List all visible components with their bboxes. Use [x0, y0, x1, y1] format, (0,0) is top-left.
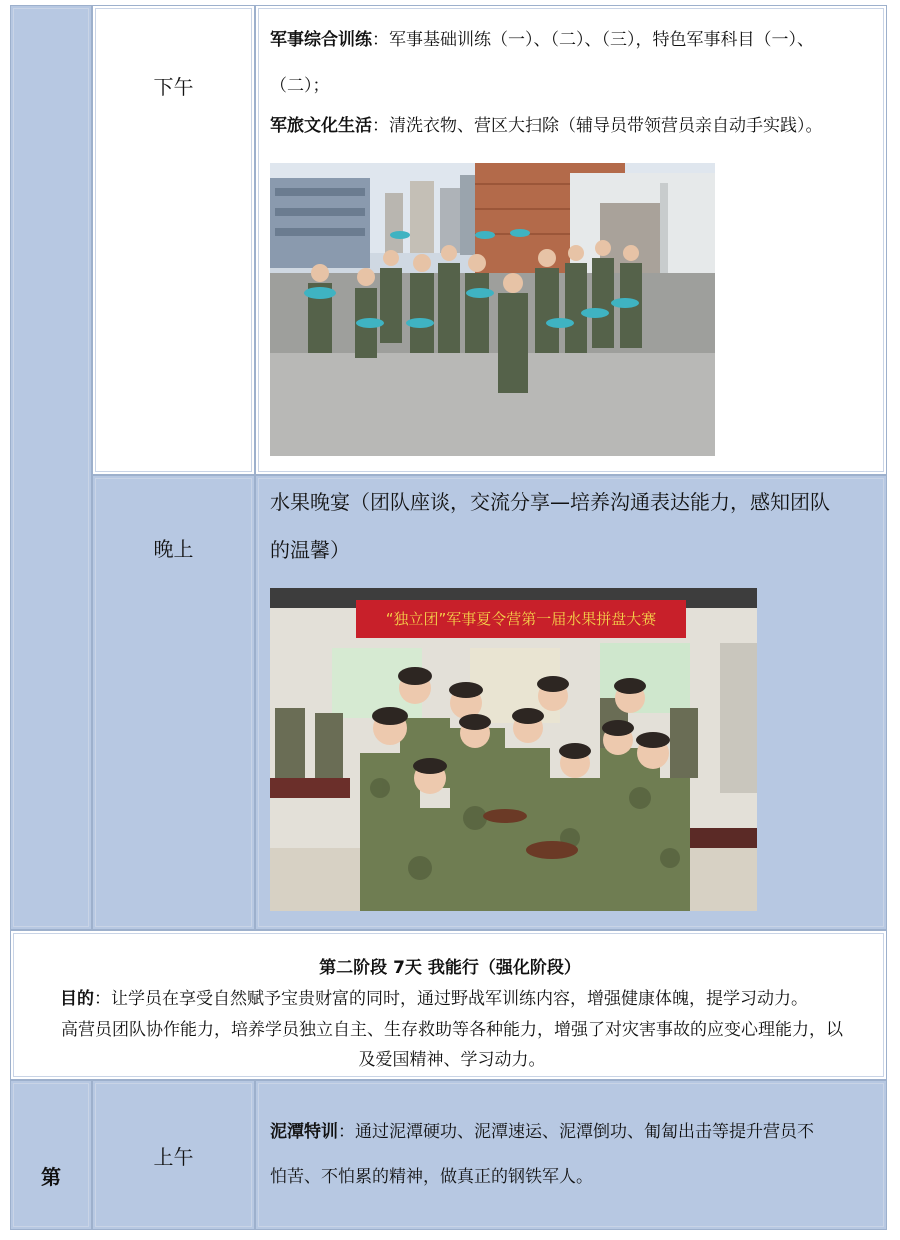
- photo-rooftop-image: [270, 163, 715, 456]
- photo-banquet-image: [270, 588, 757, 911]
- afternoon-line-1: 军事综合训练：军事基础训练（一）、（二）、（三），特色军事科目（一）、: [270, 30, 814, 50]
- afternoon-line-3: 军旅文化生活：清洗衣物、营区大扫除（辅导员带领营员亲自动手实践）。: [270, 116, 823, 136]
- morning-line-2: 怕苦、不怕累的精神，做真正的钢铁军人。: [270, 1167, 593, 1187]
- day-column-cell: [10, 5, 92, 930]
- mud-training-heading: 泥潭特训: [270, 1122, 338, 1142]
- day-label: 第: [41, 1164, 61, 1189]
- stage2-title: 第二阶段 7天 我能行（强化阶段）: [319, 958, 581, 978]
- time-cell-morning: [92, 1080, 255, 1230]
- stage2-goal-line-2: 高营员团队协作能力，培养学员独立自主、生存救助等各种能力，增强了对灾害事故的应变心理能力，以: [61, 1020, 843, 1040]
- goal-label: 目的: [60, 989, 94, 1009]
- photo-rooftop-group: [270, 163, 715, 456]
- culture-life-heading: 军旅文化生活: [270, 116, 372, 136]
- morning-line-1: 泥潭特训：通过泥潭硬功、泥潭速运、泥潭倒功、匍匐出击等提升营员不: [270, 1122, 814, 1142]
- stage2-goal-line-3: 及爱国精神、学习动力。: [358, 1050, 546, 1070]
- day-cell-morning: [10, 1080, 92, 1230]
- time-label-afternoon: 下午: [153, 74, 194, 99]
- stage2-goal-line-1: 目的：让学员在享受自然赋予宝贵财富的同时，通过野战军训练内容，增强健康体魄，提学习动力。: [60, 989, 808, 1009]
- banner-text: “独立团”军事夏令营第一届水果拼盘大赛: [385, 610, 657, 628]
- photo-fruit-banquet: [270, 588, 757, 911]
- time-label-morning: 上午: [153, 1144, 194, 1169]
- military-training-heading: 军事综合训练: [270, 30, 372, 50]
- time-cell-afternoon: [92, 5, 255, 475]
- afternoon-line-2: （二）；: [270, 76, 330, 96]
- evening-line-2: 的温馨）: [270, 538, 350, 562]
- evening-line-1: 水果晚宴（团队座谈，交流分享—培养沟通表达能力，感知团队: [270, 490, 830, 514]
- time-cell-evening: [92, 475, 255, 930]
- time-label-evening: 晚上: [153, 537, 194, 561]
